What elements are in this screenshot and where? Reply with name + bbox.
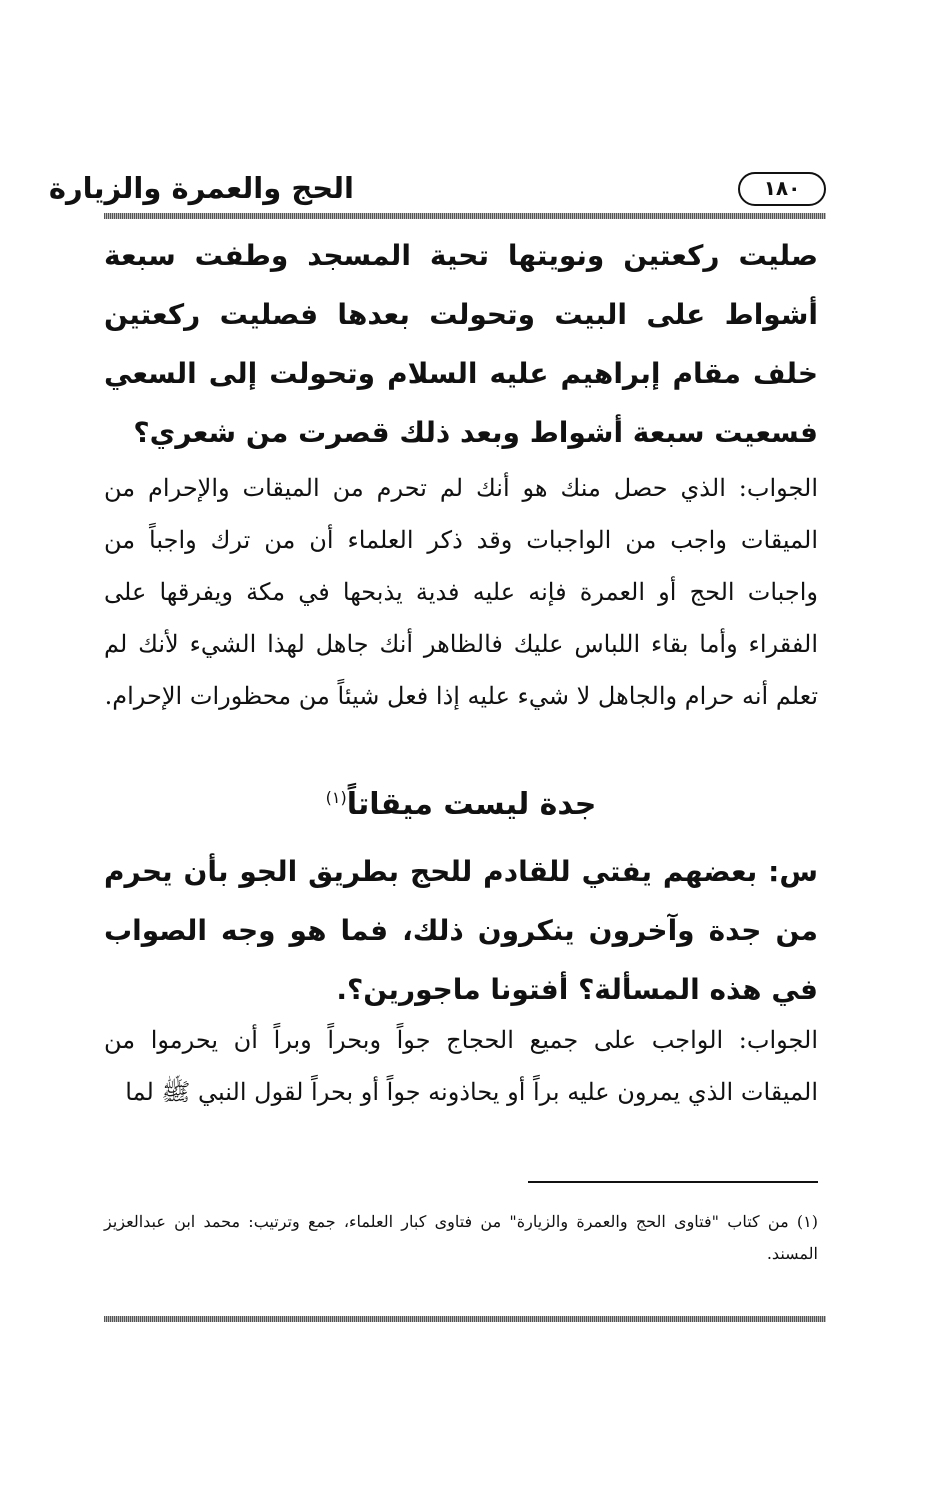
- page-header: [48, 168, 826, 212]
- section-title-text: جدة ليست ميقاتاً: [346, 787, 597, 822]
- footnote-marker: (١): [325, 788, 347, 807]
- page-number: ١٨٠: [738, 172, 826, 206]
- question-1-text: صليت ركعتين ونويتها تحية المسجد وطفت سبعة أشواط على البيت وتحولت بعدها فصليت ركعتين خلف مقام إبراهيم عليه السلام وتحولت إلى السعي فسعيت سبعة أشواط وبعد ذلك قصرت من شعري؟: [104, 239, 818, 449]
- header-divider: [104, 213, 826, 219]
- footer-divider: [104, 1316, 826, 1322]
- footnote-text: (١) من كتاب "فتاوى الحج والعمرة والزيارة" من فتاوى كبار العلماء، جمع وترتيب: محمد ابن عبدالعزيز المسند.: [104, 1212, 819, 1263]
- answer-2-text: الجواب: الواجب على جميع الحجاج جواً وبحراً وبراً أن يحرموا من الميقات الذي يمرون عليه براً أو يحاذونه جواً أو بحراً لقول النبي ﷺ لما: [104, 1026, 818, 1106]
- answer-1-text: الجواب: الذي حصل منك هو أنك لم تحرم من الميقات والإحرام من الميقات واجب من الواجبات وقد ذكر العلماء أن من ترك واجباً من واجبات الحج أو العمرة فإنه عليه فدية يذبحها في مكة ويفرقها على الفقراء وأما بقاء اللباس عليك فالظاهر أنك جاهل لهذا الشيء لأنك لم تعلم أنه حرام والجاهل لا شيء عليه إذا فعل شيئاً من محظورات الإحرام.: [104, 474, 818, 710]
- footnote-separator: [528, 1181, 818, 1183]
- section-title: [104, 776, 818, 827]
- book-title: الحج والعمرة والزيارة: [48, 171, 354, 205]
- question-2-text: س: بعضهم يفتي للقادم للحج بطريق الجو بأن يحرم من جدة وآخرون ينكرون ذلك، فما هو وجه الصواب في هذه المسألة؟ أفتونا ماجورين؟.: [104, 855, 818, 1006]
